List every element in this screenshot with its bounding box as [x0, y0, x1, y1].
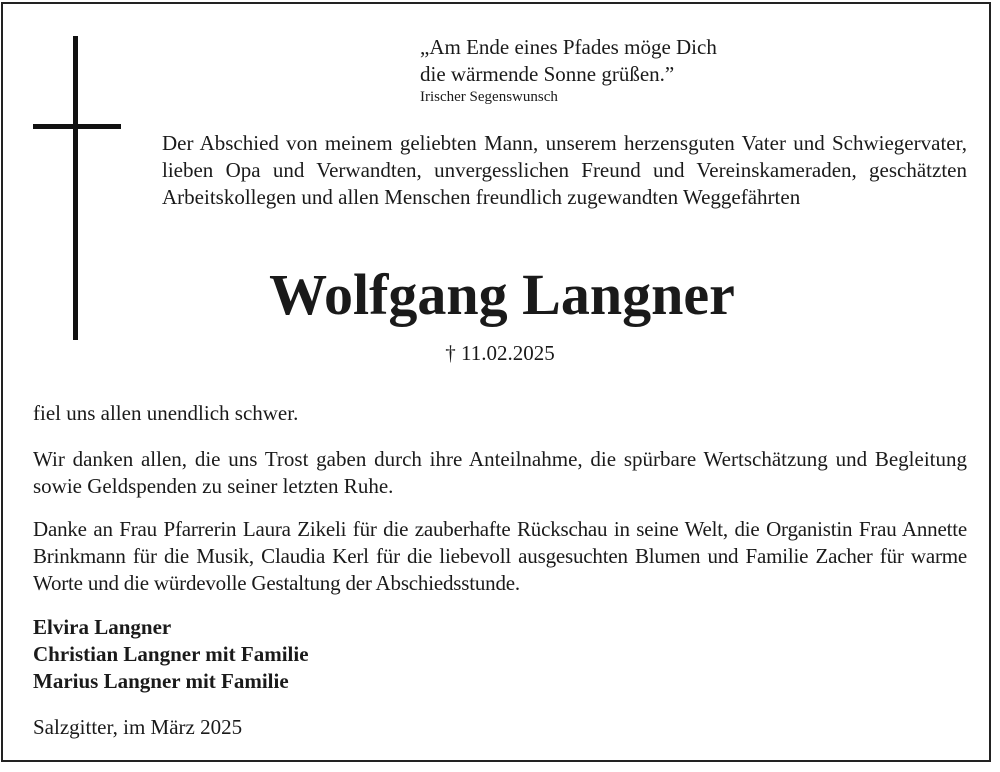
deceased-name: Wolfgang Langner [269, 262, 735, 327]
quote-source: Irischer Segenswunsch [420, 89, 558, 105]
quote-line-1: „Am Ende eines Pfades möge Dich [420, 35, 717, 59]
signer: Elvira Langner [33, 615, 172, 639]
signer: Marius Langner mit Familie [33, 669, 289, 693]
place-date: Salzgitter, im März 2025 [33, 715, 243, 739]
death-date: † 11.02.2025 [445, 341, 555, 365]
quote-line-2: die wärmende Sonne grüßen.” [420, 62, 675, 86]
quote [420, 34, 717, 88]
paragraph-3: Danke an Frau Pfarrerin Laura Zikeli für die zauberhafte Rückschau in seine Welt, die Organistin Frau Annette Brinkmann für die Musik, Claudia Kerl für die liebevoll ausgesuchten Blumen und Familie Zacher für warme Worte und die würdevolle Gestaltung der Abschiedsstunde. [33, 517, 967, 595]
intro-text: Der Abschied von meinem geliebten Mann, unserem herzensguten Vater und Schwiegervater, lieben Opa und Verwandten, unvergesslichen Freund und Vereinskameraden, geschätzten Arbeitskollegen und allen Menschen freundlich zugewandten Weggefährten [162, 131, 967, 209]
signer: Christian Langner mit Familie [33, 642, 309, 666]
paragraph-2: Wir danken allen, die uns Trost gaben durch ihre Anteilnahme, die spürbare Wertschätzung und Begleitung sowie Geldspenden zu seiner letzten Ruhe. [33, 447, 967, 498]
cross-horizontal-bar [33, 124, 121, 129]
paragraph-1: fiel uns allen unendlich schwer. [33, 401, 299, 425]
signers [33, 614, 309, 695]
